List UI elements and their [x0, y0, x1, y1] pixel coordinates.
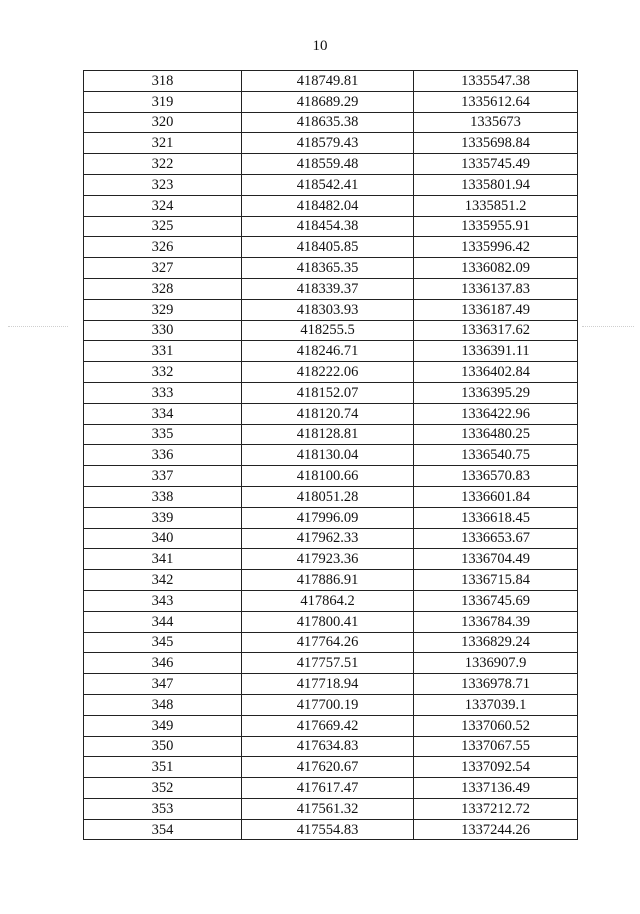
table-row — [84, 299, 578, 320]
y-coordinate-cell: 1336480.25 — [414, 424, 578, 445]
table-row — [84, 466, 578, 487]
x-coordinate-cell: 417923.36 — [242, 549, 414, 570]
y-coordinate-cell: 1335996.42 — [414, 237, 578, 258]
y-coordinate-cell: 1336422.96 — [414, 403, 578, 424]
table-row — [84, 549, 578, 570]
y-coordinate-cell: 1337092.54 — [414, 757, 578, 778]
scan-artifact-right — [582, 326, 634, 328]
y-coordinate-cell: 1336829.24 — [414, 632, 578, 653]
x-coordinate-cell: 418128.81 — [242, 424, 414, 445]
point-number-cell: 341 — [84, 549, 242, 570]
x-coordinate-cell: 417554.83 — [242, 819, 414, 840]
table-row — [84, 632, 578, 653]
point-number-cell: 330 — [84, 320, 242, 341]
y-coordinate-cell: 1336391.11 — [414, 341, 578, 362]
table-row — [84, 736, 578, 757]
y-coordinate-cell: 1336978.71 — [414, 674, 578, 695]
y-coordinate-cell: 1337244.26 — [414, 819, 578, 840]
y-coordinate-cell: 1336618.45 — [414, 507, 578, 528]
x-coordinate-cell: 417561.32 — [242, 798, 414, 819]
y-coordinate-cell: 1335851.2 — [414, 195, 578, 216]
y-coordinate-cell: 1335698.84 — [414, 133, 578, 154]
table-row — [84, 653, 578, 674]
x-coordinate-cell: 418482.04 — [242, 195, 414, 216]
point-number-cell: 325 — [84, 216, 242, 237]
x-coordinate-cell: 417864.2 — [242, 590, 414, 611]
table-row — [84, 507, 578, 528]
y-coordinate-cell: 1336317.62 — [414, 320, 578, 341]
x-coordinate-cell: 417800.41 — [242, 611, 414, 632]
coordinates-table — [83, 70, 578, 840]
y-coordinate-cell: 1336784.39 — [414, 611, 578, 632]
table-row — [84, 91, 578, 112]
page-number: 10 — [312, 38, 328, 54]
point-number-cell: 334 — [84, 403, 242, 424]
x-coordinate-cell: 417718.94 — [242, 674, 414, 695]
table-row — [84, 819, 578, 840]
y-coordinate-cell: 1336137.83 — [414, 278, 578, 299]
point-number-cell: 343 — [84, 590, 242, 611]
point-number-cell: 352 — [84, 778, 242, 799]
x-coordinate-cell: 418120.74 — [242, 403, 414, 424]
point-number-cell: 349 — [84, 715, 242, 736]
x-coordinate-cell: 418635.38 — [242, 112, 414, 133]
point-number-cell: 340 — [84, 528, 242, 549]
y-coordinate-cell: 1337067.55 — [414, 736, 578, 757]
x-coordinate-cell: 417669.42 — [242, 715, 414, 736]
y-coordinate-cell: 1335955.91 — [414, 216, 578, 237]
table-row — [84, 382, 578, 403]
x-coordinate-cell: 418303.93 — [242, 299, 414, 320]
point-number-cell: 346 — [84, 653, 242, 674]
x-coordinate-cell: 418100.66 — [242, 466, 414, 487]
table-row — [84, 154, 578, 175]
x-coordinate-cell: 417764.26 — [242, 632, 414, 653]
table-row — [84, 674, 578, 695]
y-coordinate-cell: 1335612.64 — [414, 91, 578, 112]
point-number-cell: 338 — [84, 486, 242, 507]
x-coordinate-cell: 418689.29 — [242, 91, 414, 112]
table-row — [84, 320, 578, 341]
table-row — [84, 174, 578, 195]
x-coordinate-cell: 417996.09 — [242, 507, 414, 528]
x-coordinate-cell: 418255.5 — [242, 320, 414, 341]
table-row — [84, 570, 578, 591]
point-number-cell: 351 — [84, 757, 242, 778]
y-coordinate-cell: 1336601.84 — [414, 486, 578, 507]
point-number-cell: 318 — [84, 71, 242, 92]
table-row — [84, 528, 578, 549]
y-coordinate-cell: 1336402.84 — [414, 362, 578, 383]
x-coordinate-cell: 417620.67 — [242, 757, 414, 778]
point-number-cell: 344 — [84, 611, 242, 632]
y-coordinate-cell: 1337136.49 — [414, 778, 578, 799]
table-row — [84, 341, 578, 362]
x-coordinate-cell: 418152.07 — [242, 382, 414, 403]
y-coordinate-cell: 1336395.29 — [414, 382, 578, 403]
y-coordinate-cell: 1336907.9 — [414, 653, 578, 674]
point-number-cell: 328 — [84, 278, 242, 299]
table-row — [84, 715, 578, 736]
x-coordinate-cell: 418559.48 — [242, 154, 414, 175]
x-coordinate-cell: 418365.35 — [242, 258, 414, 279]
point-number-cell: 322 — [84, 154, 242, 175]
y-coordinate-cell: 1335673 — [414, 112, 578, 133]
table-row — [84, 694, 578, 715]
x-coordinate-cell: 418579.43 — [242, 133, 414, 154]
x-coordinate-cell: 417886.91 — [242, 570, 414, 591]
point-number-cell: 321 — [84, 133, 242, 154]
table-row — [84, 590, 578, 611]
table-row — [84, 611, 578, 632]
x-coordinate-cell: 418454.38 — [242, 216, 414, 237]
point-number-cell: 354 — [84, 819, 242, 840]
table-row — [84, 258, 578, 279]
table-row — [84, 486, 578, 507]
scan-artifact-left — [8, 326, 68, 328]
table-row — [84, 403, 578, 424]
table-row — [84, 424, 578, 445]
x-coordinate-cell: 418749.81 — [242, 71, 414, 92]
y-coordinate-cell: 1336540.75 — [414, 445, 578, 466]
x-coordinate-cell: 418339.37 — [242, 278, 414, 299]
y-coordinate-cell: 1336570.83 — [414, 466, 578, 487]
table-row — [84, 362, 578, 383]
table-row — [84, 195, 578, 216]
y-coordinate-cell: 1337060.52 — [414, 715, 578, 736]
table-row — [84, 445, 578, 466]
y-coordinate-cell: 1336704.49 — [414, 549, 578, 570]
point-number-cell: 319 — [84, 91, 242, 112]
point-number-cell: 324 — [84, 195, 242, 216]
point-number-cell: 335 — [84, 424, 242, 445]
x-coordinate-cell: 418246.71 — [242, 341, 414, 362]
point-number-cell: 347 — [84, 674, 242, 695]
x-coordinate-cell: 417962.33 — [242, 528, 414, 549]
point-number-cell: 339 — [84, 507, 242, 528]
table-row — [84, 798, 578, 819]
y-coordinate-cell: 1336715.84 — [414, 570, 578, 591]
y-coordinate-cell: 1336745.69 — [414, 590, 578, 611]
point-number-cell: 320 — [84, 112, 242, 133]
x-coordinate-cell: 417617.47 — [242, 778, 414, 799]
x-coordinate-cell: 418405.85 — [242, 237, 414, 258]
point-number-cell: 323 — [84, 174, 242, 195]
x-coordinate-cell: 417700.19 — [242, 694, 414, 715]
coordinates-table-body — [84, 71, 578, 840]
table-row — [84, 71, 578, 92]
point-number-cell: 333 — [84, 382, 242, 403]
point-number-cell: 342 — [84, 570, 242, 591]
point-number-cell: 345 — [84, 632, 242, 653]
point-number-cell: 348 — [84, 694, 242, 715]
table-row — [84, 112, 578, 133]
x-coordinate-cell: 418130.04 — [242, 445, 414, 466]
point-number-cell: 329 — [84, 299, 242, 320]
point-number-cell: 353 — [84, 798, 242, 819]
point-number-cell: 327 — [84, 258, 242, 279]
point-number-cell: 350 — [84, 736, 242, 757]
point-number-cell: 337 — [84, 466, 242, 487]
y-coordinate-cell: 1337039.1 — [414, 694, 578, 715]
table-row — [84, 757, 578, 778]
x-coordinate-cell: 417634.83 — [242, 736, 414, 757]
y-coordinate-cell: 1335745.49 — [414, 154, 578, 175]
y-coordinate-cell: 1336187.49 — [414, 299, 578, 320]
point-number-cell: 336 — [84, 445, 242, 466]
x-coordinate-cell: 417757.51 — [242, 653, 414, 674]
y-coordinate-cell: 1335547.38 — [414, 71, 578, 92]
table-row — [84, 778, 578, 799]
point-number-cell: 332 — [84, 362, 242, 383]
x-coordinate-cell: 418222.06 — [242, 362, 414, 383]
point-number-cell: 326 — [84, 237, 242, 258]
table-row — [84, 278, 578, 299]
y-coordinate-cell: 1335801.94 — [414, 174, 578, 195]
y-coordinate-cell: 1336653.67 — [414, 528, 578, 549]
table-row — [84, 237, 578, 258]
x-coordinate-cell: 418051.28 — [242, 486, 414, 507]
y-coordinate-cell: 1336082.09 — [414, 258, 578, 279]
x-coordinate-cell: 418542.41 — [242, 174, 414, 195]
table-row — [84, 133, 578, 154]
point-number-cell: 331 — [84, 341, 242, 362]
y-coordinate-cell: 1337212.72 — [414, 798, 578, 819]
table-row — [84, 216, 578, 237]
